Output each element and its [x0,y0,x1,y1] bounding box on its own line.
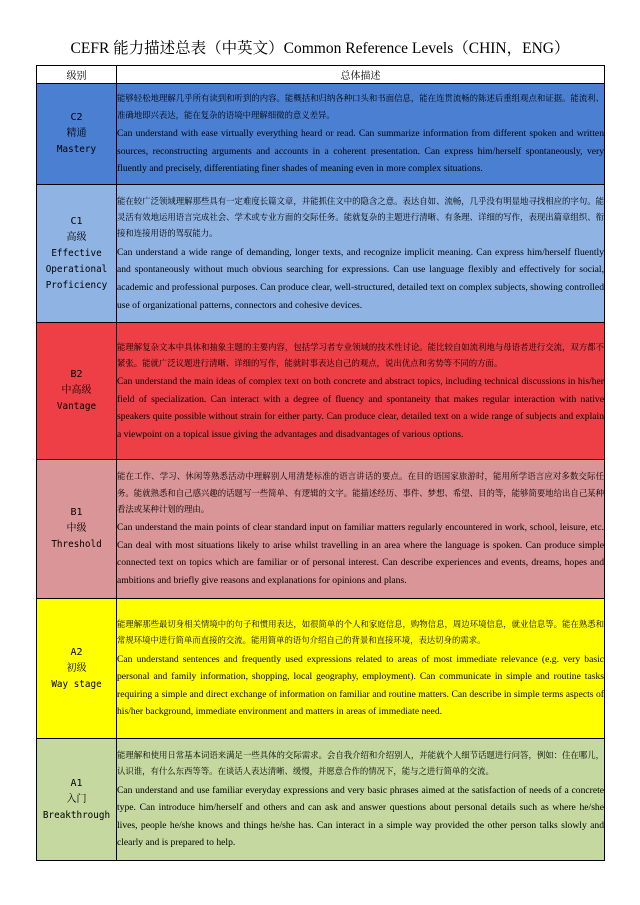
description-zh: 能在较广泛领域理解那些具有一定难度长篇文章，并能抓住文中的隐含之意。表达自如、流畅，几乎没有明显地寻找相应的字句。能灵活有效地运用语言完成社会、学术或专业方面的交际任务。能就复杂的主题进行清晰、有条理、详细的写作，表现出篇章组织、衔接和连接用语的驾驭能力。 [117,195,604,239]
level-name-zh: 高级 [66,231,87,243]
level-name-zh: 入门 [66,793,87,805]
table-row-b2 [37,323,605,460]
level-name-en: Breakthrough [42,809,111,821]
level-name-en: Threshold [51,539,102,550]
level-name-zh: 中高级 [61,385,92,396]
table-row-c2 [37,84,605,185]
level-code: A1 [70,777,83,789]
description-cell [117,84,605,185]
level-name-zh: 中级 [66,523,87,534]
description-en: Can understand with ease virtually everything heard or read. Can summarize information from different spoken and written sources, reconstructing arguments and accounts in a coherent presentation. Can express him/herself spontaneously, very fluently and precisely, differentiating finer shades of meaning even in more complex situations. [117,127,604,175]
description-zh: 能理解那些最切身相关情境中的句子和惯用表达，如很简单的个人和家庭信息，购物信息，周边环境信息，就业信息等。能在熟悉和常规环境中进行简单而直接的交流。能用简单的语句介绍自己的背景和直接环境，表达切身的需求。 [117,619,604,646]
level-cell [37,460,117,599]
level-name-en: Effective Operational Proficiency [45,247,108,291]
page-title: CEFR 能力描述总表（中英文）Common Reference Levels（CHIN，ENG） [70,40,570,57]
description-zh: 能理解和使用日常基本词语来满足一些具体的交际需求。会自我介绍和介绍别人，并能就个人细节话题进行问答，例如：住在哪儿，认识谁，有什么东西等等。在谈话人表达清晰、缓慢，并愿意合作的情况下，能与之进行简单的交流。 [117,750,604,777]
level-name-en: Mastery [56,144,97,155]
level-cell [37,185,117,323]
level-cell [37,739,117,861]
level-name-en: Vantage [56,401,97,412]
description-cell [117,599,605,739]
level-cell [37,323,117,460]
table-row-a2 [37,599,605,739]
level-cell [37,599,117,739]
description-zh: 能在工作、学习、休闲等熟悉活动中理解别人用清楚标准的语言讲话的要点。在目的语国家旅游时，能用所学语言应对多数交际任务。能就熟悉和自己感兴趣的话题写一些简单、有逻辑的文字。能描述经历、事件、梦想、希望、目的等，能够简要地给出自己某种看法或某种计划的理由。 [117,471,604,514]
description-zh: 能够轻松地理解几乎所有读到和听到的内容。能概括和归纳各种口头和书面信息，能在连贯流畅的陈述后重组观点和证据。能流利、准确地即兴表达，能在复杂的语境中理解细微的意义差异。 [117,93,604,120]
header-description: 总体描述 [117,66,605,84]
description-en: Can understand the main points of clear standard input on familiar matters regularly encountered in work, school, leisure, etc. Can deal with most situations likely to arise whilst travelling in an area where the language is spoken. Can produce simple connected text on topics which are familiar or of personal interest. Can describe experiences and events, dreams, hopes and ambitions and briefly give reasons and explanations for opinions and plans. [117,522,604,587]
level-name-zh: 精通 [66,128,87,139]
description-en: Can understand and use familiar everyday expressions and very basic phrases aimed at the satisfaction of needs of a concrete type. Can introduce him/herself and others and can ask and answer questions about personal details such as where he/she lives, people he/she knows and things he/she has. Can interact in a simple way provided the other person talks slowly and clearly and is prepared to help. [117,784,604,849]
level-code: A2 [70,646,83,658]
description-cell [117,460,605,599]
description-en: Can understand a wide range of demanding, longer texts, and recognize implicit meaning. Can express him/herself fluently and spontaneously without much obvious searching for expressions. Can use language flexibly and effectively for social, academic and professional purposes. Can produce clear, well-structured, detailed text on complex subjects, showing controlled use of organizational patterns, connectors and cohesive devices. [117,246,604,311]
description-cell [117,323,605,460]
description-cell [117,739,605,861]
level-name-en: Way stage [51,678,102,690]
level-code: B1 [70,507,83,518]
header-level: 级别 [37,66,117,84]
level-name-zh: 初级 [66,662,87,674]
table-row-b1 [37,460,605,599]
level-code: C1 [70,215,83,227]
level-code: C2 [70,112,83,123]
table-header-row [37,66,605,84]
description-en: Can understand sentences and frequently used expressions related to areas of most immediate relevance (e.g. very basic personal and family information, shopping, local geography, employment). Can communicate in simple and routine tasks requiring a simple and direct exchange of information on familiar and routine matters. Can describe in simple terms aspects of his/her background, immediate environment and matters in areas of immediate need. [117,653,604,718]
table-row-c1 [37,185,605,323]
description-cell [117,185,605,323]
cefr-table [36,65,605,861]
table-row-a1 [37,739,605,861]
description-zh: 能理解复杂文本中具体和抽象主题的主要内容，包括学习者专业领域的技术性讨论。能比较自如流利地与母语者进行交流，双方都不紧张。能就广泛议题进行清晰、详细的写作，能就时事表达自己的观点，说出优点和劣势等不同的方面。 [117,341,604,368]
description-en: Can understand the main ideas of complex text on both concrete and abstract topics, including technical discussions in his/her field of specialization. Can interact with a degree of fluency and spontaneity that makes regular interaction with native speakers quite possible without strain for either party. Can produce clear, detailed text on a wide range of subjects and explain a viewpoint on a topical issue giving the advantages and disadvantages of various options. [117,376,604,440]
level-cell [37,84,117,185]
level-code: B2 [70,369,83,380]
